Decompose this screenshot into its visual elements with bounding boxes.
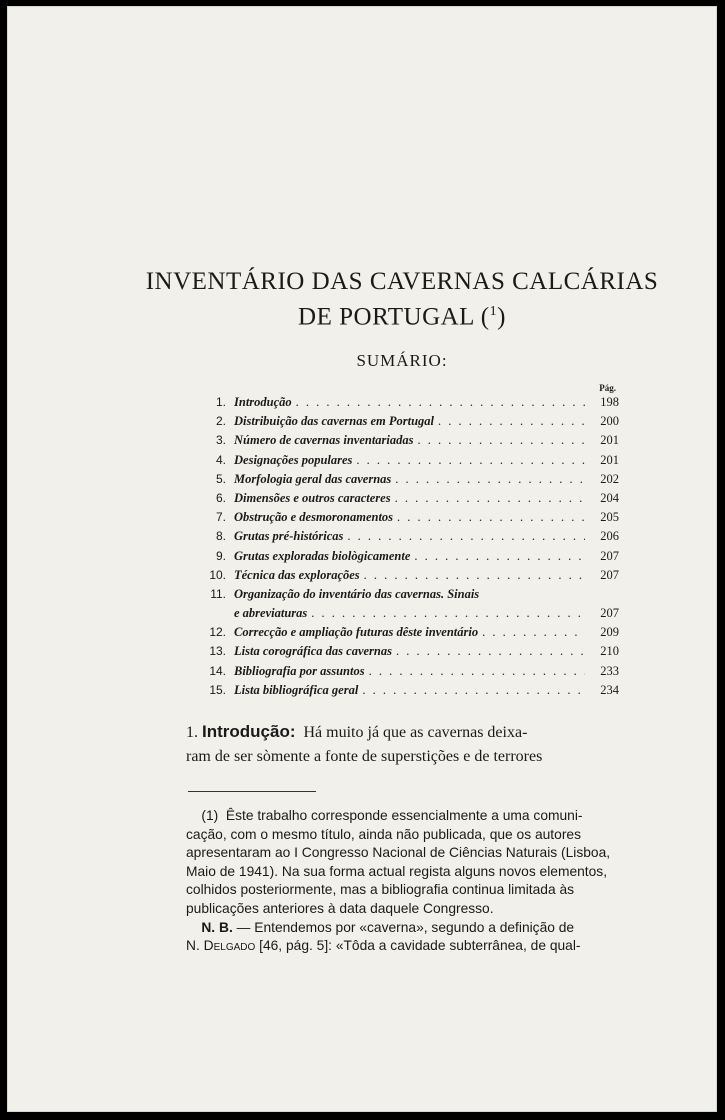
introduction-paragraph: 1. Introdução: Há muito já que as cavernas deixa- ram de ser sòmente a fonte de superstições e de terrores (186, 722, 543, 765)
toc-item: 3. Número de cavernas inventariadas . . . 201 (194, 433, 619, 452)
document-title (48, 267, 725, 332)
toc-item: 4. Designações populares . . . 201 (194, 453, 619, 472)
toc-item: 12. Correcção e ampliação futuras dêste inventário . . . 209 (194, 625, 619, 644)
footnote-marker: (1) (201, 808, 219, 823)
section-number: 1. (186, 724, 198, 741)
toc-item: 1. Introdução . . . 198 (194, 395, 619, 414)
footnote: (1) Êste trabalho corresponde essencialmente a uma comuni- cação, com o mesmo título, ainda não publicada, que os autores apresentaram ao I Congresso Nacional de Ciências Naturais (Lisboa, Maio de 1941). Na sua forma actual regista alguns novos elementos, colhidos posteriormente, mas a bibliografia continua limitada às publicações anteriores à data daquele Congresso. N. B. — Entendemos por «caverna», segundo a definição de N. Delgado [46, pág. 5]: «Tôda a cavidade subterrânea, de qual- (186, 808, 611, 954)
footnote-divider (188, 791, 316, 792)
title-line-1: INVENTÁRIO DAS CAVERNAS CALCÁRIAS (145, 268, 659, 295)
toc-item: 2. Distribuição das cavernas em Portugal . . . 200 (194, 414, 619, 433)
toc-item: 10. Técnica das explorações . . . 207 (194, 568, 619, 587)
table-of-contents (194, 395, 619, 702)
page-column-label: Pág. (599, 383, 616, 393)
title-line-2: DE PORTUGAL ($^1$) (298, 303, 506, 331)
toc-item: 7. Obstrução e desmoronamentos . . . 205 (194, 510, 619, 529)
toc-item: 8. Grutas pré-históricas . . . 206 (194, 529, 619, 548)
toc-item: 5. Morfologia geral das cavernas . . . 202 (194, 472, 619, 491)
section-heading: Introdução: (202, 722, 296, 741)
toc-item: 13. Lista corográfica das cavernas . . . 210 (194, 644, 619, 663)
summary-heading: SUMÁRIO: (356, 351, 448, 370)
toc-item: 11. Organização do inventário das cavernas. Sinais (210, 586, 480, 601)
toc-item: 6. Dimensões e outros caracteres . . . 204 (194, 491, 619, 510)
cited-author: N. Delgado (186, 938, 256, 954)
toc-item: 15. Lista bibliográfica geral . . . 234 (194, 683, 619, 702)
toc-item-continuation: e abreviaturas . . . 207 (194, 606, 619, 625)
toc-item: 14. Bibliografia por assuntos . . . 233 (194, 664, 619, 683)
toc-item: 9. Grutas exploradas biològicamente . . . 207 (194, 549, 619, 568)
nota-bene-label: N. B. (201, 919, 233, 935)
footnote-reference: 1 (489, 304, 498, 319)
document-page (7, 6, 717, 1112)
